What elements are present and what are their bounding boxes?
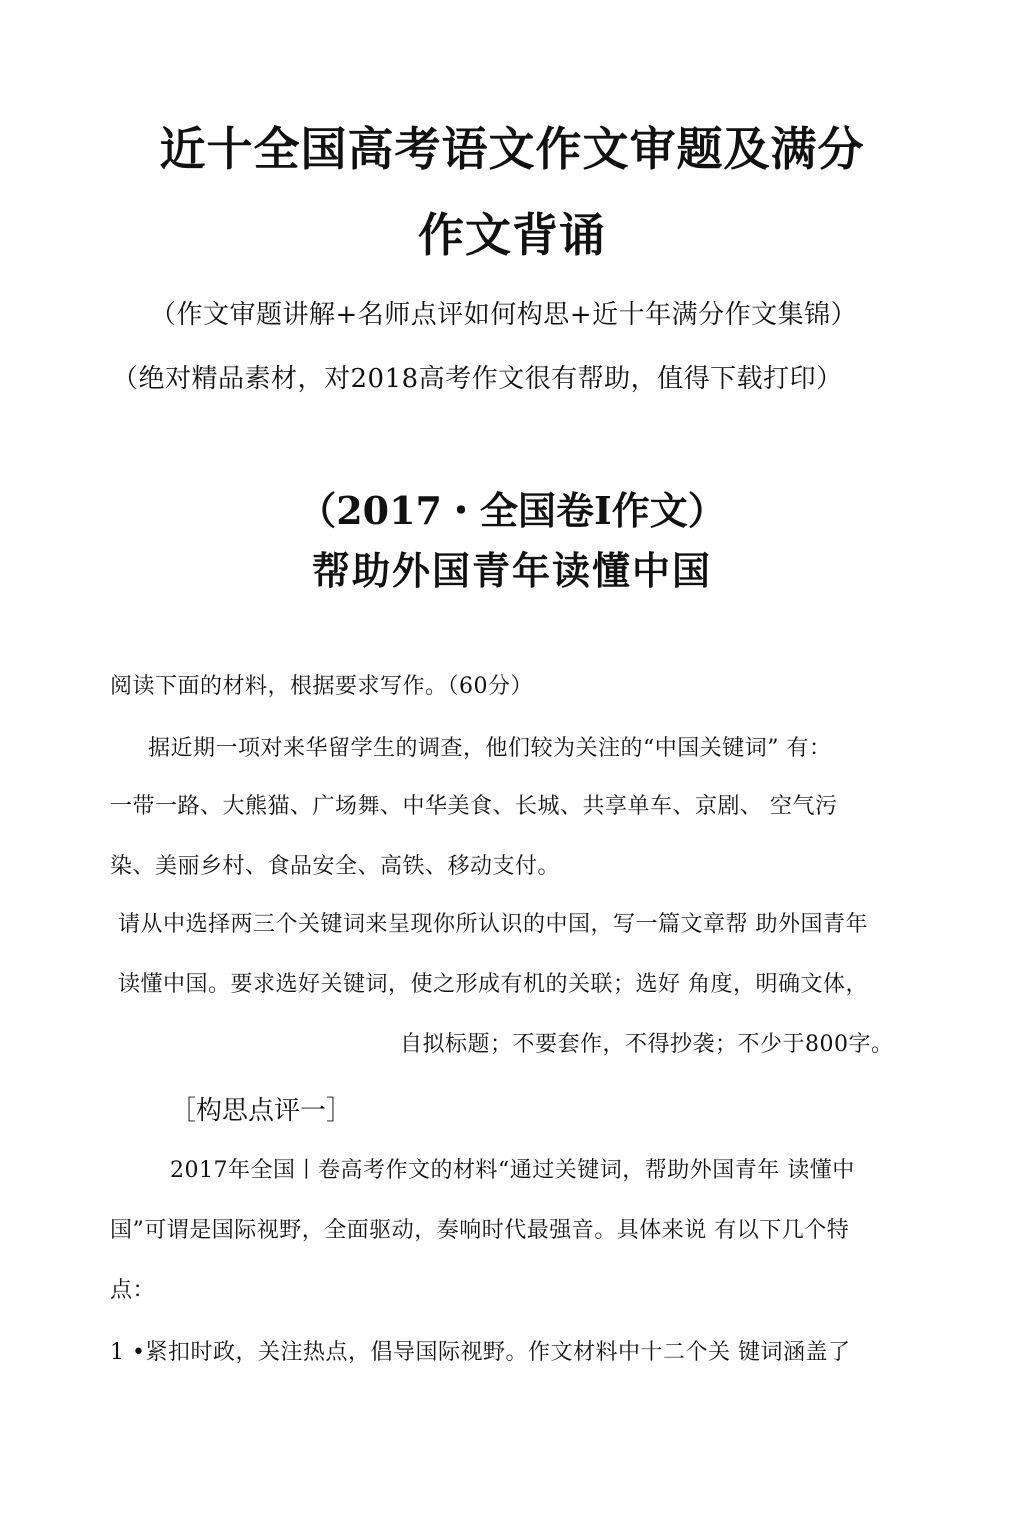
section-topic: 帮助外国青年读懂中国 <box>311 548 712 593</box>
document-title-line-1: 近十全国高考语文作文审题及满分 <box>159 122 865 176</box>
comment-heading: ［构思点评一］ <box>170 1096 353 1126</box>
comment-line: 国”可谓是国际视野，全面驱动，奏响时代最强音。具体来说 有以下几个特 <box>110 1218 850 1243</box>
material-line: 一带一路、大熊猫、广场舞、中华美食、长城、共享单车、京剧、 空气污 <box>110 794 838 819</box>
material-line: 据近期一项对来华留学生的调查，他们较为关注的“中国关键词” 有： <box>148 736 832 761</box>
comment-line: 1 •紧扣时政，关注热点，倡导国际视野。作文材料中十二个关 键词涵盖了 <box>110 1340 851 1365</box>
comment-line: 2017年全国丨卷高考作文的材料“通过关键词，帮助外国青年 读懂中 <box>170 1158 855 1183</box>
comment-line: 点： <box>110 1278 156 1303</box>
requirement-line: 读懂中国。要求选好关键词，使之形成有机的关联；选好 角度，明确文体， <box>118 972 868 997</box>
subtitle-line-2: （绝对精品素材，对2018高考作文很有帮助，值得下载打印） <box>112 364 843 394</box>
subtitle-line-1: （作文审题讲解+名师点评如何构思+近十年满分作文集锦） <box>150 300 858 330</box>
document-title-line-2: 作文背诵 <box>418 208 606 262</box>
requirement-line: 请从中选择两三个关键词来呈现你所认识的中国，写一篇文章帮 助外国青年 <box>118 912 868 937</box>
instruction-text: 阅读下面的材料，根据要求写作。（60分） <box>110 674 533 699</box>
section-heading: （2017・全国卷I作文） <box>298 488 726 533</box>
material-line: 染、美丽乡村、食品安全、高铁、移动支付。 <box>110 854 561 879</box>
requirement-line: 自拟标题；不要套作，不得抄袭；不少于800字。 <box>400 1032 894 1057</box>
